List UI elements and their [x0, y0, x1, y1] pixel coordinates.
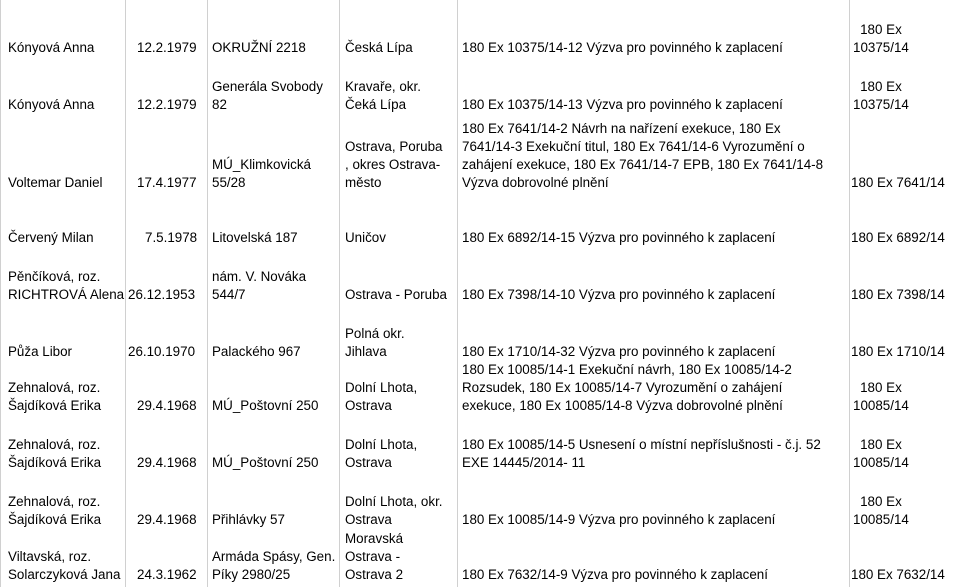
grid-line	[849, 0, 850, 587]
description-cell: 180 Ex 10375/14-12 Výzva pro povinného k zaplacení	[462, 40, 783, 55]
date-cell: 29.4.1968	[137, 512, 197, 527]
description-cell: 180 Ex 10085/14-9 Výzva pro povinného k zaplacení	[462, 512, 776, 527]
date-cell: 29.4.1968	[137, 398, 197, 413]
date-cell: 26.12.1953	[128, 287, 196, 302]
name-cell: Půža Libor	[8, 344, 73, 359]
grid-line	[457, 0, 458, 587]
date-cell: 12.2.1979	[137, 97, 197, 112]
address-cell: OKRUŽNÍ 2218	[212, 40, 306, 55]
grid-line	[125, 0, 126, 587]
city-cell: Moravská Ostrava - Ostrava 2	[345, 531, 404, 582]
date-cell: 26.10.1970	[128, 344, 196, 359]
name-cell: Zehnalová, roz. Šajdíková Erika	[8, 437, 102, 470]
name-cell: Voltemar Daniel	[8, 175, 103, 190]
city-cell: Česká Lípa	[345, 40, 413, 55]
date-cell: 12.2.1979	[137, 40, 197, 55]
city-cell: Dolní Lhota, Ostrava	[345, 437, 418, 470]
date-cell: 29.4.1968	[137, 455, 197, 470]
grid-line	[0, 0, 1, 587]
case-cell: 180 Ex 7398/14	[851, 287, 945, 302]
case-cell: 180 Ex 10085/14	[853, 494, 909, 527]
name-cell: Pěnčíková, roz. RICHTROVÁ Alena	[8, 269, 125, 302]
address-cell: Generála Svobody 82	[212, 79, 323, 112]
description-cell: 180 Ex 6892/14-15 Výzva pro povinného k zaplacení	[462, 230, 776, 245]
address-cell: Přihlávky 57	[212, 512, 285, 527]
case-cell: 180 Ex 10375/14	[853, 79, 909, 112]
grid-line	[207, 0, 208, 587]
description-cell: 180 Ex 1710/14-32 Výzva pro povinného k zaplacení	[462, 344, 776, 359]
description-cell: 180 Ex 7398/14-10 Výzva pro povinného k zaplacení	[462, 287, 776, 302]
address-cell: MÚ_Klimkovická 55/28	[212, 157, 311, 190]
description-cell: 180 Ex 10375/14-13 Výzva pro povinného k zaplacení	[462, 97, 783, 112]
case-cell: 180 Ex 1710/14	[851, 344, 945, 359]
city-cell: Dolní Lhota, okr. Ostrava	[345, 494, 443, 527]
address-cell: nám. V. Nováka 544/7	[212, 269, 307, 302]
city-cell: Ostrava, Poruba , okres Ostrava- město	[345, 139, 443, 190]
name-cell: Zehnalová, roz. Šajdíková Erika	[8, 380, 102, 413]
name-cell: Kónyová Anna	[8, 40, 95, 55]
name-cell: Viltavská, roz. Solarczyková Jana	[8, 549, 121, 582]
description-cell: 180 Ex 7641/14-2 Návrh na nařízení exekuce, 180 Ex 7641/14-3 Exekuční titul, 180 Ex 7641/14-6 Vyrozumění o zahájení exekuce, 180 Ex 7641/14-7 EPB, 180 Ex 7641/14-8 Výzva dobrovolné plnění	[462, 121, 824, 190]
description-cell: 180 Ex 10085/14-1 Exekuční návrh, 180 Ex 10085/14-2 Rozsudek, 180 Ex 10085/14-7 Vyrozumění o zahájení exekuce, 180 Ex 10085/14-8 Výzva dobrovolné plnění	[462, 362, 792, 413]
name-cell: Kónyová Anna	[8, 97, 95, 112]
city-cell: Uničov	[345, 230, 386, 245]
description-cell: 180 Ex 10085/14-5 Usnesení o místní nepříslušnosti - č.j. 52 EXE 14445/2014- 11	[462, 437, 821, 470]
name-cell: Červený Milan	[8, 230, 94, 245]
address-cell: MÚ_Poštovní 250	[212, 455, 319, 470]
city-cell: Ostrava - Poruba	[345, 287, 447, 302]
city-cell: Kravaře, okr. Čeká Lípa	[345, 79, 421, 112]
case-cell: 180 Ex 10375/14	[853, 22, 909, 55]
date-cell: 7.5.1978	[145, 230, 198, 245]
case-cell: 180 Ex 10085/14	[853, 380, 909, 413]
case-cell: 180 Ex 7641/14	[851, 175, 945, 190]
case-cell: 180 Ex 10085/14	[853, 437, 909, 470]
city-cell: Polná okr. Jihlava	[345, 326, 405, 359]
case-cell: 180 Ex 6892/14	[851, 230, 945, 245]
case-cell: 180 Ex 7632/14	[851, 567, 945, 582]
date-cell: 17.4.1977	[137, 175, 197, 190]
address-cell: Palackého 967	[212, 344, 301, 359]
grid-line	[339, 0, 340, 587]
city-cell: Dolní Lhota, Ostrava	[345, 380, 418, 413]
name-cell: Zehnalová, roz. Šajdíková Erika	[8, 494, 102, 527]
address-cell: Litovelská 187	[212, 230, 298, 245]
description-cell: 180 Ex 7632/14-9 Výzva pro povinného k zaplacení	[462, 567, 768, 582]
date-cell: 24.3.1962	[137, 567, 197, 582]
address-cell: MÚ_Poštovní 250	[212, 398, 319, 413]
address-cell: Armáda Spásy, Gen. Píky 2980/25	[212, 549, 336, 582]
